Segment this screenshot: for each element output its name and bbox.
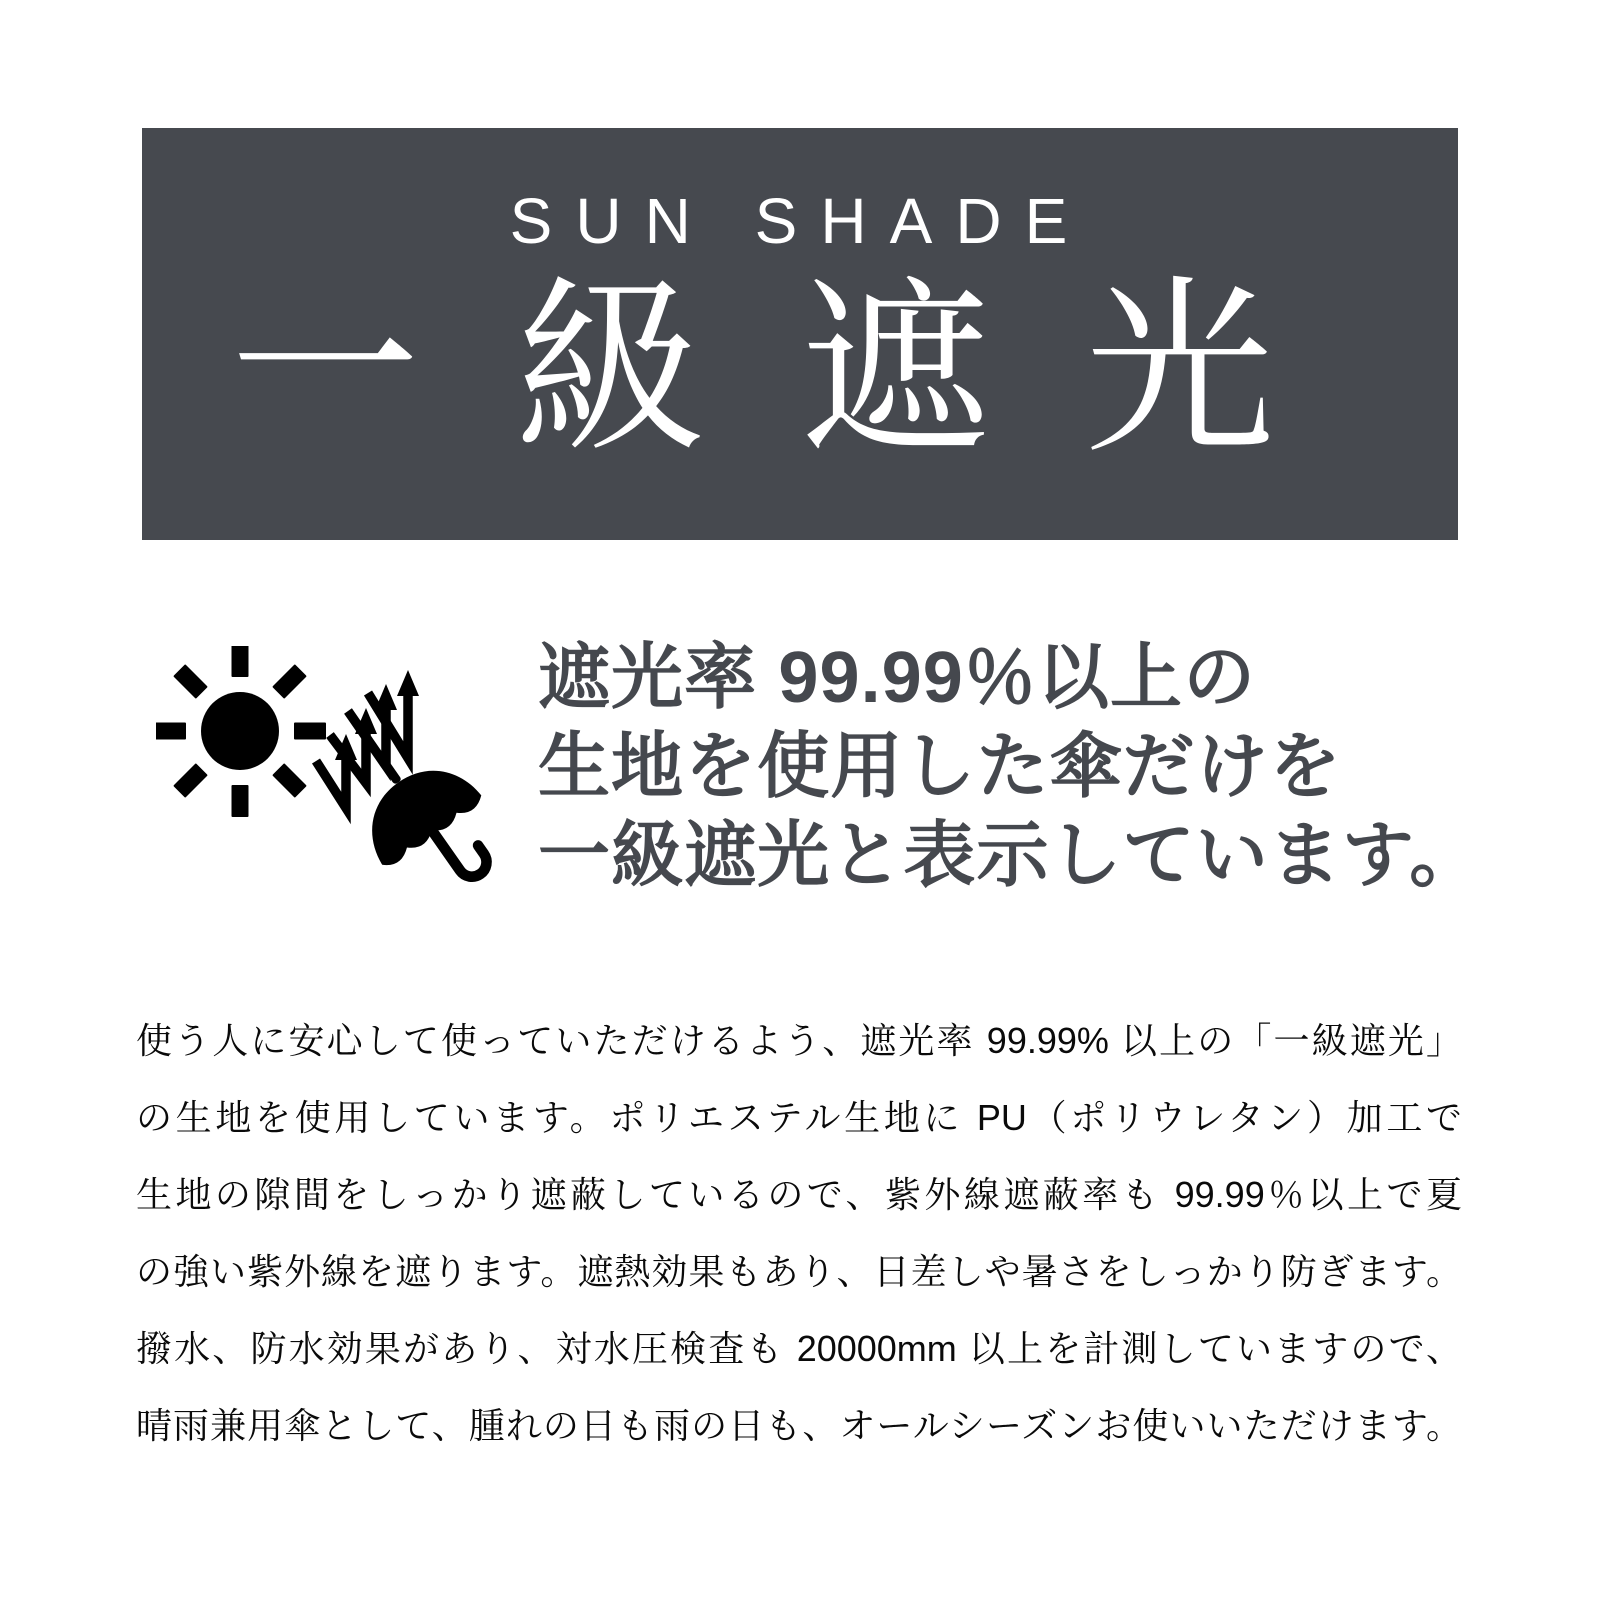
headline-line-1: 遮光率 99.99％以上の <box>538 638 1257 718</box>
headline-line-2: 生地を使用した傘だけを <box>538 727 1342 807</box>
feature-headline <box>538 634 1498 901</box>
body-line-1: 使う人に安心して使っていただけるよう、遮光率 99.99% 以上の「一級遮光」 <box>136 1020 1462 1061</box>
headline-line-3: 一級遮光と表示しています。 <box>538 816 1483 896</box>
body-line-6: 晴雨兼用傘として、腫れの日も雨の日も、オールシーズンお使いいただけます。 <box>136 1405 1462 1446</box>
banner <box>142 128 1458 540</box>
body-line-5: 撥水、防水効果があり、対水圧検査も 20000mm 以上を計測していますので、 <box>136 1328 1462 1369</box>
body-line-3: 生地の隙間をしっかり遮蔽しているので、紫外線遮蔽率も 99.99％以上で夏 <box>136 1174 1462 1215</box>
body-paragraph <box>136 1002 1462 1464</box>
sun-icon <box>156 646 326 817</box>
umbrella-icon <box>335 728 506 906</box>
banner-title: 一級遮光 <box>229 267 1370 477</box>
sun-umbrella-icon-block <box>156 646 506 906</box>
banner-subtitle: SUN SHADE <box>509 185 1091 257</box>
body-line-2: の生地を使用しています。ポリエステル生地に PU（ポリウレタン）加工で <box>136 1097 1462 1138</box>
body-line-4: の強い紫外線を遮ります。遮熱効果もあり、日差しや暑さをしっかり防ぎます。 <box>136 1251 1462 1292</box>
